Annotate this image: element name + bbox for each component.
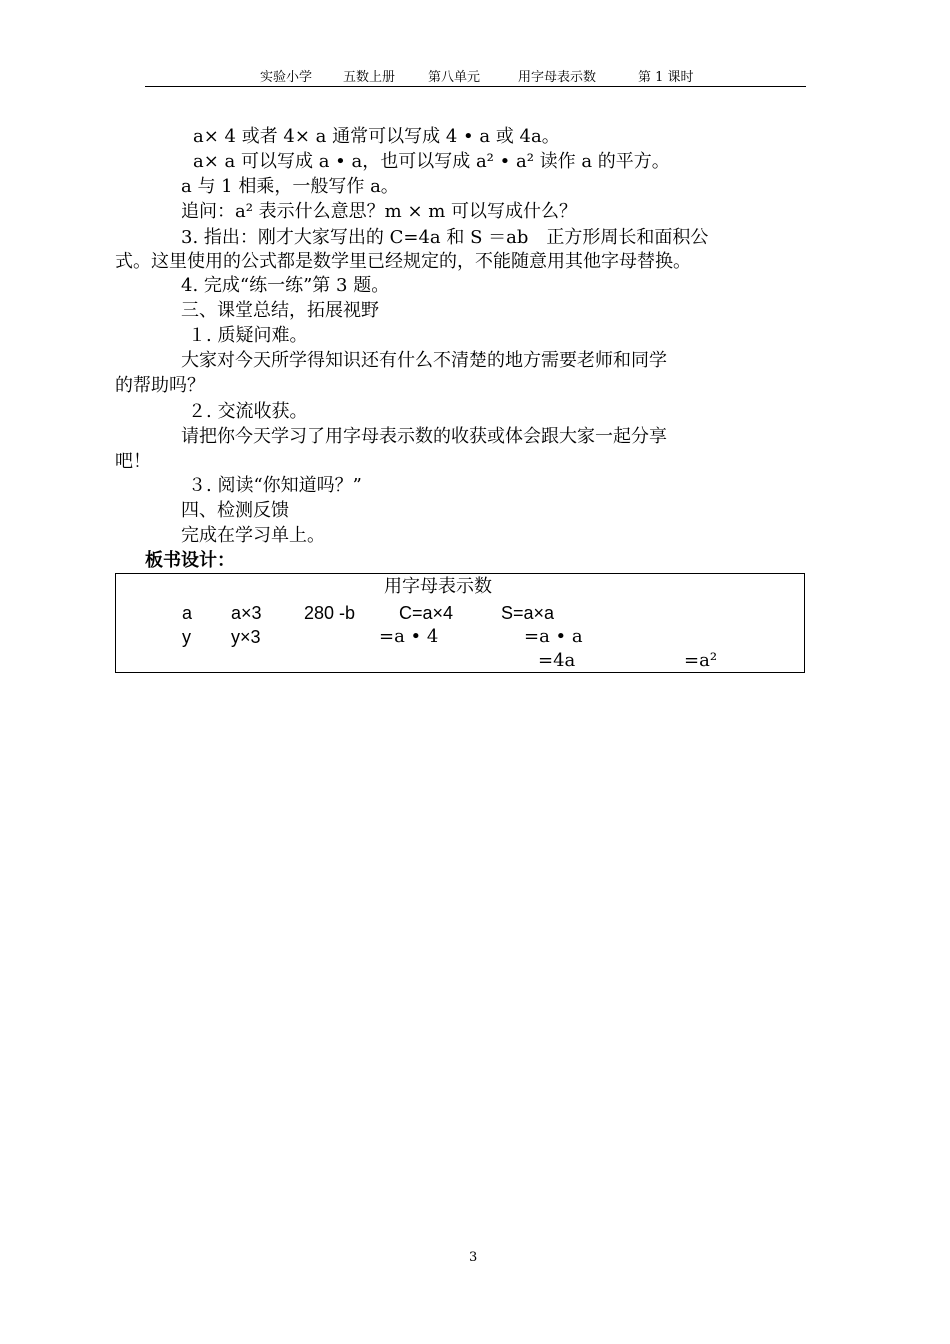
header-unit: 第八单元 <box>428 70 481 85</box>
text-line: 的帮助吗？ <box>115 375 205 396</box>
text-line: 吧！ <box>115 451 151 472</box>
board-cell: C=a×4 <box>399 603 454 623</box>
board-cell: =a • 4 <box>379 626 439 647</box>
text-line: 追问：a² 表示什么意思？m × m 可以写成什么？ <box>181 201 578 222</box>
header-school: 实验小学 <box>260 70 313 85</box>
header-lesson: 第 1 课时 <box>638 70 694 85</box>
header-book: 五数上册 <box>343 70 396 85</box>
header-topic: 用字母表示数 <box>518 70 597 85</box>
board-cell: =a² <box>684 650 718 671</box>
board-title: 用字母表示数 <box>384 576 492 597</box>
board-cell: 280 -b <box>304 603 356 623</box>
section-heading: 四、检测反馈 <box>181 500 289 521</box>
board-cell: a <box>182 603 193 623</box>
text-line: 完成在学习单上。 <box>181 525 325 546</box>
text-line: a× 4 或者 4× a 通常可以写成 4 • a 或 4a。 <box>193 126 560 147</box>
text-line: a 与 1 相乘，一般写作 a。 <box>181 176 399 197</box>
board-cell: y <box>182 627 191 647</box>
board-cell: S=a×a <box>501 603 555 623</box>
blackboard-design-box <box>115 573 805 673</box>
board-cell: a×3 <box>231 603 262 623</box>
text-line: ２. 交流收获。 <box>188 401 308 422</box>
board-cell: =a • a <box>524 626 583 647</box>
page-number: 3 <box>469 1250 478 1265</box>
text-line: 请把你今天学习了用字母表示数的收获或体会跟大家一起分享 <box>181 426 667 447</box>
text-line: 式。这里使用的公式都是数学里已经规定的，不能随意用其他字母替换。 <box>115 251 691 272</box>
page-header <box>145 64 806 87</box>
text-line: 大家对今天所学得知识还有什么不清楚的地方需要老师和同学 <box>181 350 667 371</box>
board-cell: =4a <box>538 650 576 671</box>
board-cell: y×3 <box>231 627 261 647</box>
text-line: a× a 可以写成 a • a，也可以写成 a² • a² 读作 a 的平方。 <box>193 151 670 172</box>
text-line: 3. 指出：刚才大家写出的 C=4a 和 S ＝ab 正方形周长和面积公 <box>181 227 709 248</box>
text-line: ３. 阅读“你知道吗？” <box>188 475 362 496</box>
text-line: １. 质疑问难。 <box>188 325 308 346</box>
text-line: 4. 完成“练一练”第 3 题。 <box>181 275 390 296</box>
section-heading: 三、课堂总结，拓展视野 <box>181 300 379 321</box>
board-design-heading: 板书设计： <box>145 550 235 571</box>
